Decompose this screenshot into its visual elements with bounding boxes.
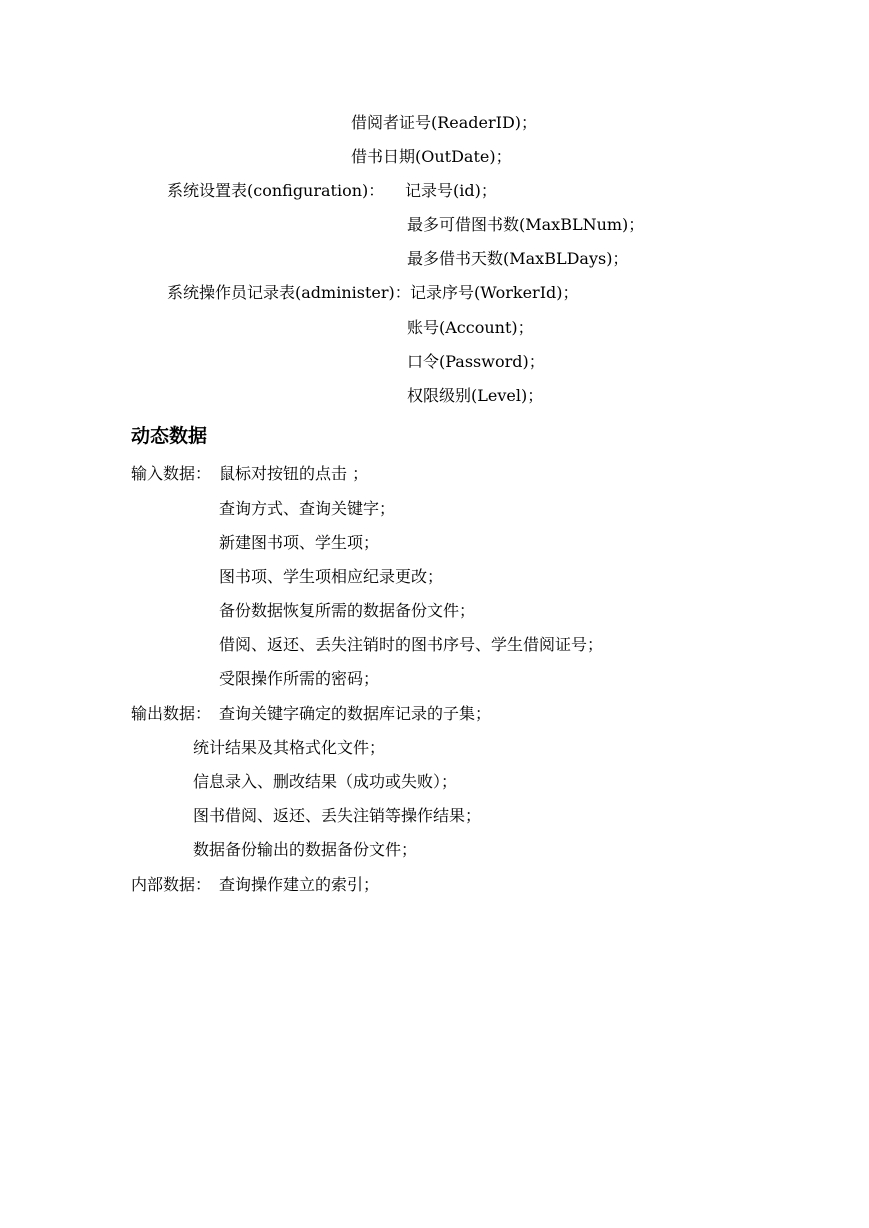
output-item: 信息录入、删改结果（成功或失败）；	[193, 772, 458, 791]
field-reader-id: 借阅者证号(ReaderID)；	[351, 113, 538, 132]
field-admin-workerid: 记录序号(WorkerId)；	[410, 283, 579, 302]
field-config-id: 记录号(id)；	[405, 181, 497, 200]
section-heading-dynamic-data: 动态数据	[131, 425, 208, 447]
field-config-maxblnum: 最多可借图书数(MaxBLNum)；	[407, 215, 645, 234]
input-item: 借阅、返还、丢失注销时的图书序号、学生借阅证号；	[219, 635, 604, 654]
input-item: 图书项、学生项相应纪录更改；	[219, 567, 444, 586]
input-item: 鼠标对按钮的点击 ；	[219, 464, 369, 483]
output-item: 统计结果及其格式化文件；	[193, 738, 386, 757]
table-name-configuration: 系统设置表(configuration)：	[167, 181, 385, 200]
output-data-label: 输出数据：	[131, 704, 212, 723]
input-item: 备份数据恢复所需的数据备份文件；	[219, 601, 476, 620]
input-item: 查询方式、查询关键字；	[219, 499, 396, 518]
internal-data-label: 内部数据：	[131, 875, 212, 894]
output-item: 图书借阅、返还、丢失注销等操作结果；	[193, 806, 482, 825]
internal-item: 查询操作建立的索引；	[219, 875, 380, 894]
table-name-administer: 系统操作员记录表(administer)：	[167, 283, 411, 302]
field-out-date: 借书日期(OutDate)；	[351, 147, 512, 166]
input-item: 受限操作所需的密码；	[219, 669, 380, 688]
field-admin-password: 口令(Password)；	[407, 352, 545, 371]
input-item: 新建图书项、学生项；	[219, 533, 380, 552]
input-data-label: 输入数据：	[131, 464, 212, 483]
output-item: 查询关键字确定的数据库记录的子集；	[219, 704, 492, 723]
field-admin-account: 账号(Account)；	[407, 318, 534, 337]
field-admin-level: 权限级别(Level)；	[407, 386, 544, 405]
output-item: 数据备份输出的数据备份文件；	[193, 840, 418, 859]
field-config-maxbldays: 最多借书天数(MaxBLDays)；	[407, 249, 629, 268]
